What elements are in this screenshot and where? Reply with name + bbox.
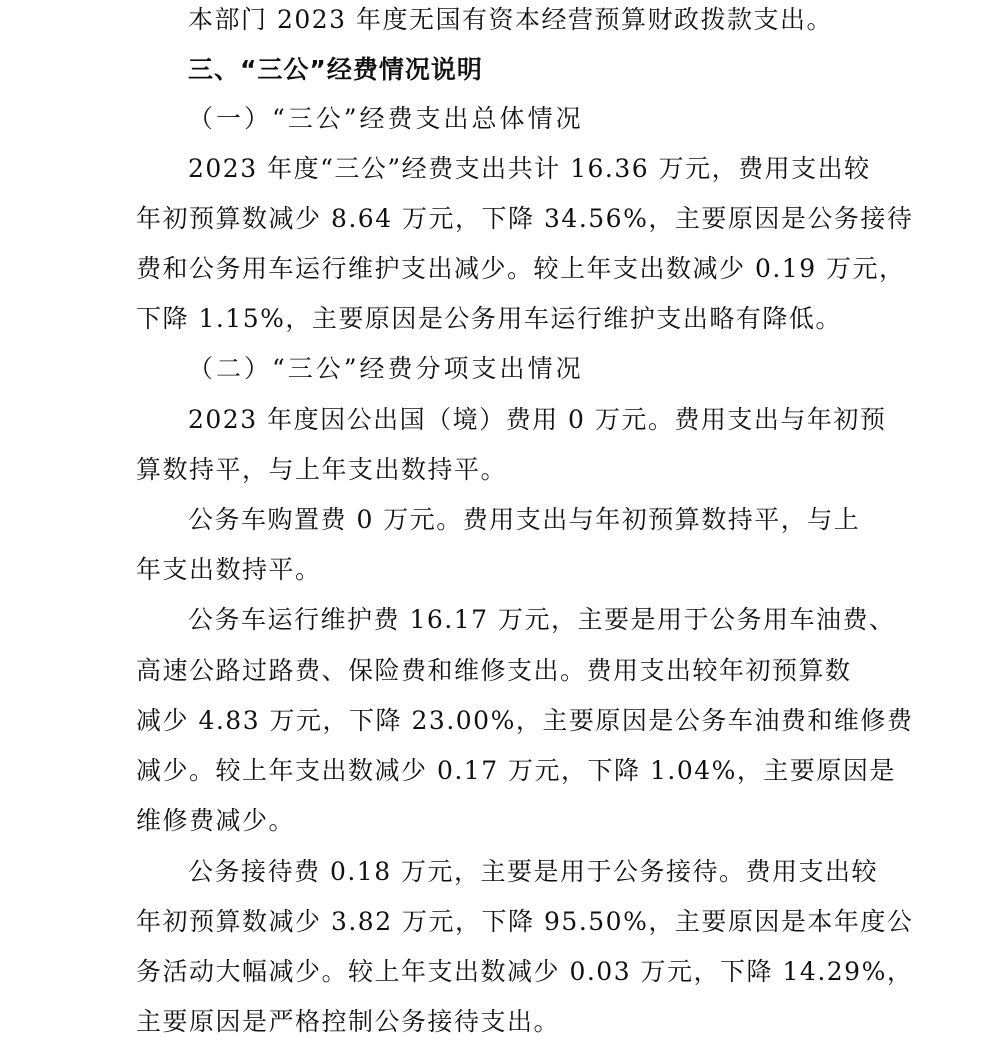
overseas-paragraph-line: 2023 年度因公出国（境）费用 0 万元。费用支出与年初预: [188, 405, 887, 434]
reception-paragraph-line: 年初预算数减少 3.82 万元，下降 95.50%，主要原因是本年度公: [136, 907, 914, 936]
overall-paragraph-line: 年初预算数减少 8.64 万元，下降 34.56%，主要原因是公务接待: [136, 204, 914, 233]
vehicle-purchase-paragraph-line: 年支出数持平。: [136, 555, 322, 584]
vehicle-operation-paragraph-line: 减少 4.83 万元，下降 23.00%，主要原因是公务车油费和维修费: [136, 706, 914, 735]
section-three-heading: 三、“三公”经费情况说明: [188, 55, 483, 84]
vehicle-operation-paragraph-line: 减少。较上年支出数减少 0.17 万元，下降 1.04%，主要原因是: [136, 756, 896, 785]
vehicle-operation-paragraph-line: 公务车运行维护费 16.17 万元，主要是用于公务用车油费、: [188, 605, 896, 634]
intro-paragraph: 本部门 2023 年度无国有资本经营预算财政拨款支出。: [188, 5, 834, 34]
reception-paragraph-line: 主要原因是严格控制公务接待支出。: [136, 1007, 561, 1036]
vehicle-operation-paragraph-line: 高速公路过路费、保险费和维修支出。费用支出较年初预算数: [136, 656, 852, 685]
vehicle-purchase-paragraph-line: 公务车购置费 0 万元。费用支出与年初预算数持平，与上: [188, 505, 861, 534]
reception-paragraph-line: 公务接待费 0.18 万元，主要是用于公务接待。费用支出较: [188, 857, 879, 886]
vehicle-operation-paragraph-line: 维修费减少。: [136, 806, 296, 835]
subsection-one-heading: （一）“三公”经费支出总体情况: [188, 104, 584, 133]
overseas-paragraph-line: 算数持平，与上年支出数持平。: [136, 455, 508, 484]
subsection-two-heading: （二）“三公”经费分项支出情况: [188, 354, 584, 383]
overall-paragraph-line: 2023 年度“三公”经费支出共计 16.36 万元，费用支出较: [188, 154, 871, 183]
overall-paragraph-line: 费和公务用车运行维护支出减少。较上年支出数减少 0.19 万元，: [136, 254, 906, 283]
reception-paragraph-line: 务活动大幅减少。较上年支出数减少 0.03 万元，下降 14.29%，: [136, 957, 914, 986]
overall-paragraph-line: 下降 1.15%，主要原因是公务用车运行维护支出略有降低。: [136, 304, 842, 333]
